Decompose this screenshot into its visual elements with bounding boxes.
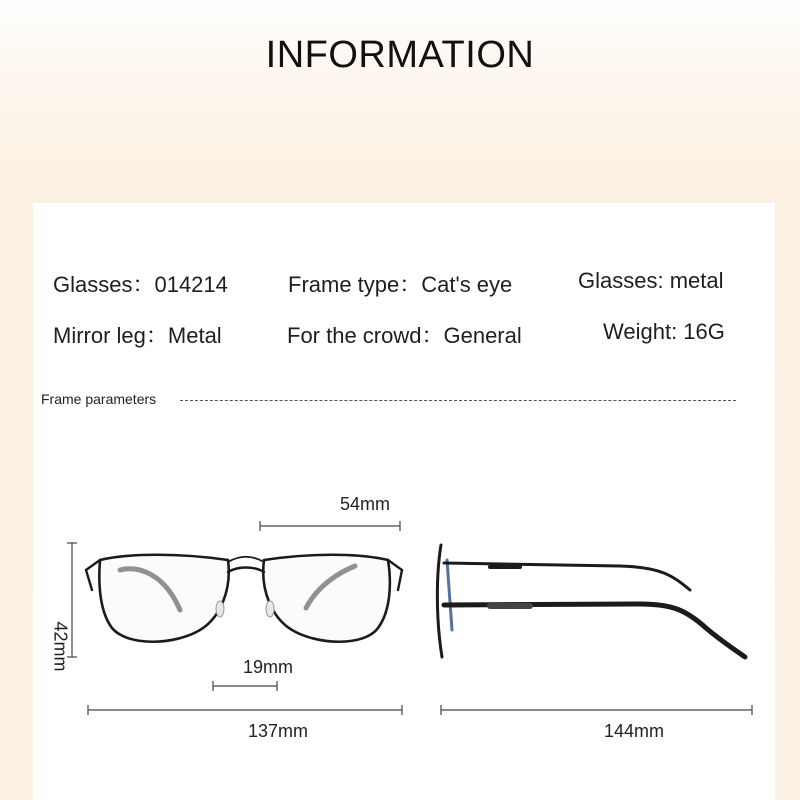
dim-temple-length: 144mm: [604, 721, 665, 741]
dim-bridge-width: 19mm: [243, 657, 294, 677]
page-title: INFORMATION: [265, 34, 535, 76]
spec-weight: Weight: 16G: [603, 319, 725, 344]
spec-crowd: For the crowd：General: [287, 323, 522, 348]
spec-glasses-number: Glasses：014214: [53, 272, 228, 297]
dim-lens-height: 42mm: [50, 621, 71, 672]
spec-mirror-leg: Mirror leg：Metal: [53, 323, 222, 348]
dim-frame-width: 137mm: [248, 721, 309, 741]
spec-frame-type: Frame type：Cat's eye: [288, 272, 513, 297]
spec-glasses-material: Glasses: metal: [578, 268, 724, 293]
glasses-side-view: [437, 545, 745, 657]
frame-parameters-label: Frame parameters: [41, 391, 157, 407]
glasses-front-view: [86, 555, 402, 642]
dim-lens-width: 54mm: [340, 494, 391, 514]
